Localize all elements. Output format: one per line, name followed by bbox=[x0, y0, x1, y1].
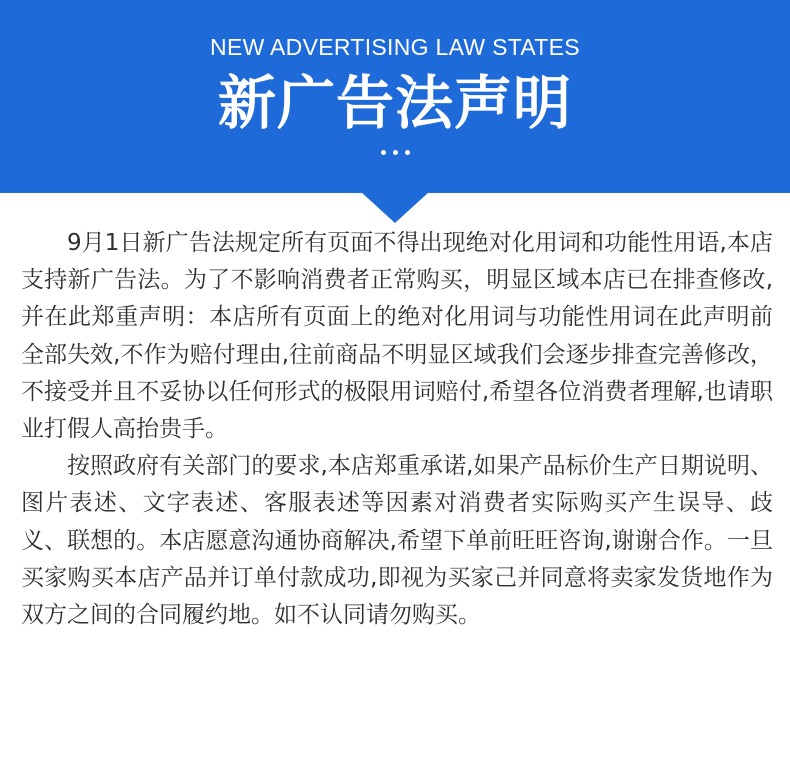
page-title: 新广告法声明 bbox=[217, 69, 572, 137]
dot-icon bbox=[381, 150, 386, 155]
english-subtitle: NEW ADVERTISING LAW STATES bbox=[210, 34, 580, 60]
dot-icon bbox=[393, 150, 398, 155]
decorative-dots bbox=[0, 150, 790, 160]
declaration-body bbox=[21, 225, 773, 634]
paragraph-1: 9月1日新广告法规定所有页面不得出现绝对化用词和功能性用语,本店支持新广告法。为了不影响消费者正常购买，明显区域本店已在排查修改,并在此郑重声明：本店所有页面上的绝对化用词与功能性用词在此声明前全部失效,不作为赔付理由,往前商品不明显区域我们会逐步排查完善修改，不接受并且不妥协以任何形式的极限用词赔付,希望各位消费者理解,也请职业打假人高抬贵手。 bbox=[21, 230, 773, 443]
paragraph-2: 按照政府有关部门的要求,本店郑重承诺,如果产品标价生产日期说明、图片表述、文字表述、客服表述等因素对消费者实际购买产生误导、歧义、联想的。本店愿意沟通协商解决,希望下单前旺旺咨询,谢谢合作。一旦买家购买本店产品并订单付款成功,即视为买家己并同意将卖家发货地作为双方之间的合同履约地。如不认同请勿购买。 bbox=[21, 453, 773, 629]
dot-icon bbox=[405, 150, 410, 155]
banner-pointer-icon bbox=[361, 192, 429, 223]
header-banner bbox=[0, 0, 790, 193]
